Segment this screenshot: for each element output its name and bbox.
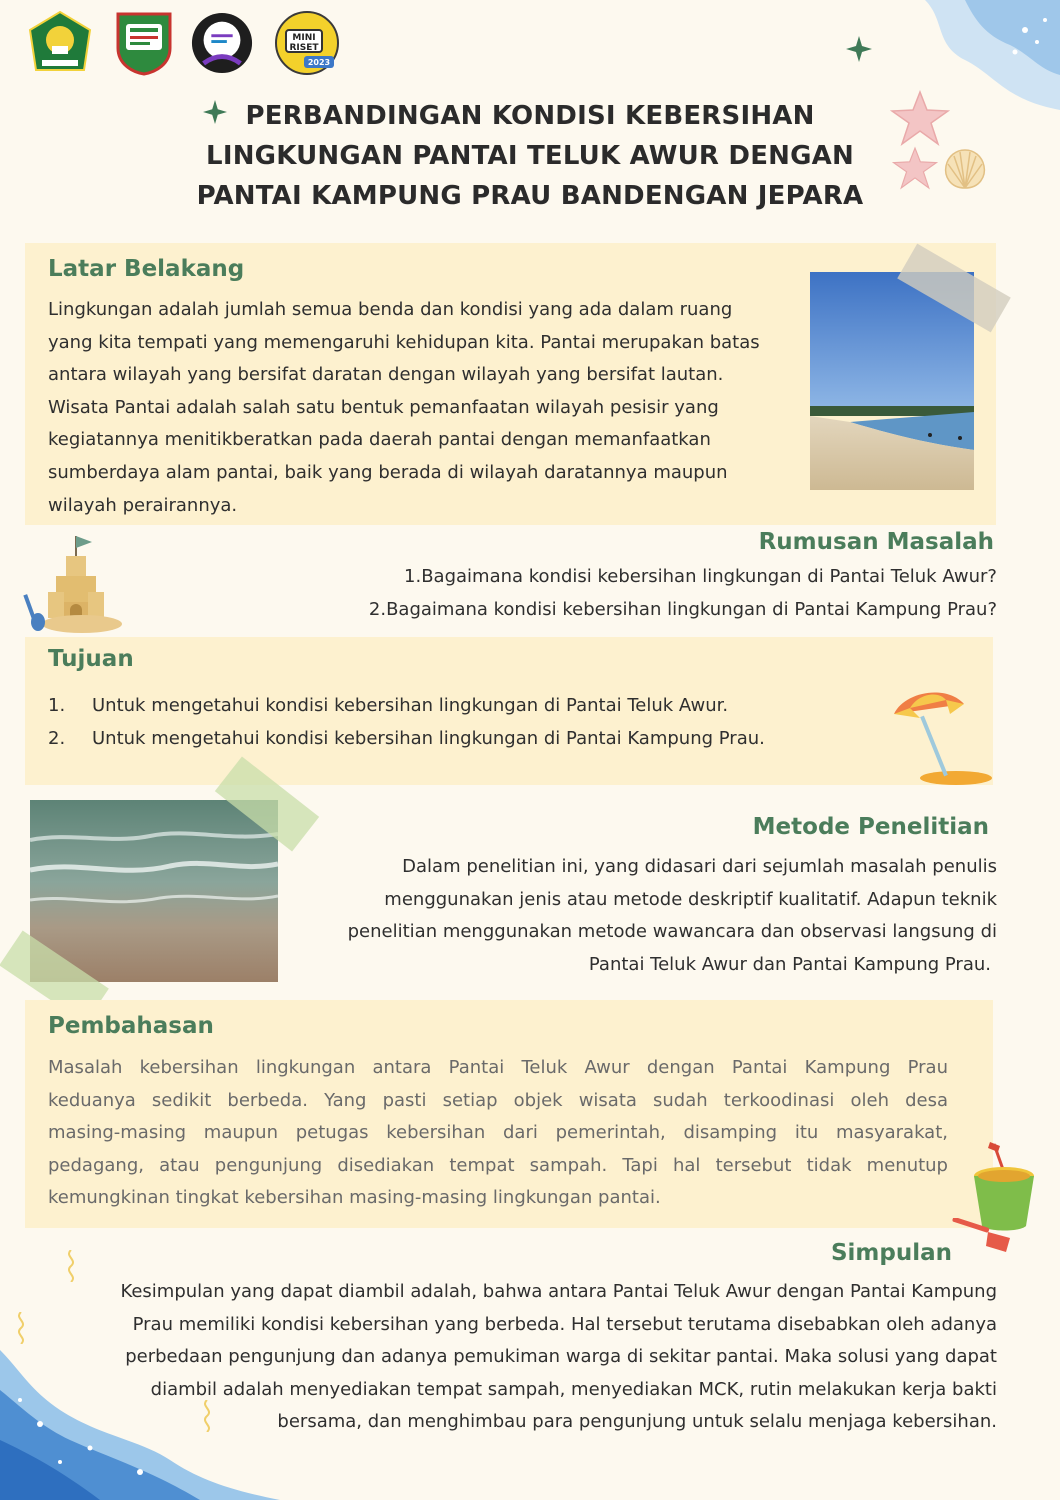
pembahasan-line: masing-masing maupun petugas kebersihan dari pemerintah, disamping itu masyarakat,	[48, 1122, 948, 1144]
pembahasan-line: pedagang, atau pengunjung disediakan tempat sampah. Tapi hal tersebut tidak menutup	[48, 1154, 948, 1176]
shovel-icon	[950, 1218, 1014, 1258]
latar-belakang-text	[48, 294, 760, 522]
metode-line: menggunakan jenis atau metode deskriptif kualitatif. Adapun teknik	[384, 888, 997, 910]
starfish-icon	[892, 146, 938, 190]
gerakan-literasi-logo-icon	[190, 10, 254, 76]
tujuan-item	[48, 690, 765, 723]
pembahasan-line: keduanya sedikit berbeda. Yang pasti setiap objek wisata sudah terkoodinasi oleh desa	[48, 1089, 948, 1111]
simpulan-line: Kesimpulan yang dapat diambil adalah, bahwa antara Pantai Teluk Awur dengan Pantai Kampung	[120, 1281, 997, 1302]
rumusan-masalah-item: 1.Bagaimana kondisi kebersihan lingkungan di Pantai Teluk Awur?	[404, 566, 997, 587]
simpulan-line: bersama, dan menghimbau para pengunjung untuk selalu menjaga kebersihan.	[277, 1411, 997, 1433]
latar-belakang-line: yang kita tempati yang memengaruhi kehidupan kita. Pantai merupakan batas	[48, 331, 760, 353]
tujuan-item-text: Untuk mengetahui kondisi kebersihan lingkungan di Pantai Teluk Awur.	[92, 695, 729, 716]
tujuan-item	[48, 723, 765, 756]
beach-umbrella-icon	[890, 684, 994, 786]
simpulan-line: diambil adalah menyediakan tempat sampah, menyediakan MCK, rutin melakukan kerja bakti	[150, 1378, 997, 1400]
svg-text:MINI: MINI	[292, 33, 316, 43]
latar-belakang-line: kegiatannya menitikberatkan pada daerah pantai dengan memanfaatkan	[48, 429, 711, 451]
squiggle-decoration	[62, 1250, 80, 1282]
rumusan-masalah-list	[369, 561, 997, 626]
metode-line: Dalam penelitian ini, yang didasari dari sejumlah masalah penulis	[402, 856, 997, 877]
svg-text:RISET: RISET	[289, 43, 319, 53]
seashell-icon	[942, 148, 988, 190]
mini-riset-logo-icon	[274, 10, 340, 76]
pembahasan-line: Masalah kebersihan lingkungan antara Pantai Teluk Awur dengan Pantai Kampung Prau	[48, 1057, 948, 1078]
tujuan-heading: Tujuan	[48, 646, 134, 672]
svg-text:2023: 2023	[307, 58, 331, 67]
starfish-icon	[890, 90, 950, 146]
rumusan-masalah-heading: Rumusan Masalah	[758, 529, 994, 555]
title-line-3: PANTAI KAMPUNG PRAU BANDENGAN JEPARA	[196, 181, 864, 211]
latar-belakang-line: antara wilayah yang bersifat daratan dengan wilayah yang bersifat lautan.	[48, 364, 724, 386]
metode-line: penelitian menggunakan metode wawancara dan observasi langsung di	[347, 921, 997, 943]
tujuan-item-number: 2.	[48, 727, 66, 749]
simpulan-line: Prau memiliki kondisi kebersihan yang berbeda. Hal tersebut terutama disebabkan oleh adanya	[132, 1313, 997, 1335]
kemenag-logo-icon	[28, 10, 92, 76]
title-line-2: LINGKUNGAN PANTAI TELUK AWUR DENGAN	[206, 141, 854, 171]
sandcastle-icon	[22, 532, 124, 636]
madrasah-literasi-logo-icon	[112, 10, 176, 76]
tujuan-item-text: Untuk mengetahui kondisi kebersihan lingkungan di Pantai Kampung Prau.	[92, 727, 765, 749]
simpulan-line: perbedaan pengunjung dan adanya pemukiman warga di sekitar pantai. Maka solusi yang dapat	[125, 1346, 997, 1368]
pembahasan-text	[48, 1052, 948, 1215]
metode-heading: Metode Penelitian	[752, 814, 989, 840]
metode-line: Pantai Teluk Awur dan Pantai Kampung Prau.	[588, 953, 991, 975]
page-title	[150, 96, 910, 216]
rumusan-masalah-item: 2.Bagaimana kondisi kebersihan lingkungan di Pantai Kampung Prau?	[368, 598, 997, 620]
latar-belakang-line: Wisata Pantai adalah salah satu bentuk pemanfaatan wilayah pesisir yang	[48, 396, 719, 418]
tujuan-item-number: 1.	[48, 695, 66, 716]
pembahasan-line: kemungkinan tingkat kebersihan masing-masing lingkungan pantai.	[48, 1187, 661, 1209]
sea-shore-photo	[30, 800, 278, 982]
latar-belakang-line: Lingkungan adalah jumlah semua benda dan kondisi yang ada dalam ruang	[48, 299, 733, 320]
latar-belakang-line: wilayah perairannya.	[48, 494, 238, 516]
latar-belakang-line: sumberdaya alam pantai, baik yang berada di wilayah daratannya maupun	[48, 461, 728, 483]
wave-icon	[0, 1330, 280, 1500]
tujuan-list	[48, 690, 765, 755]
latar-belakang-heading: Latar Belakang	[48, 256, 245, 282]
simpulan-heading: Simpulan	[830, 1240, 952, 1266]
metode-text	[348, 851, 997, 981]
sparkle-icon	[846, 36, 872, 62]
title-line-1: PERBANDINGAN KONDISI KEBERSIHAN	[245, 101, 815, 131]
pembahasan-heading: Pembahasan	[48, 1013, 214, 1039]
